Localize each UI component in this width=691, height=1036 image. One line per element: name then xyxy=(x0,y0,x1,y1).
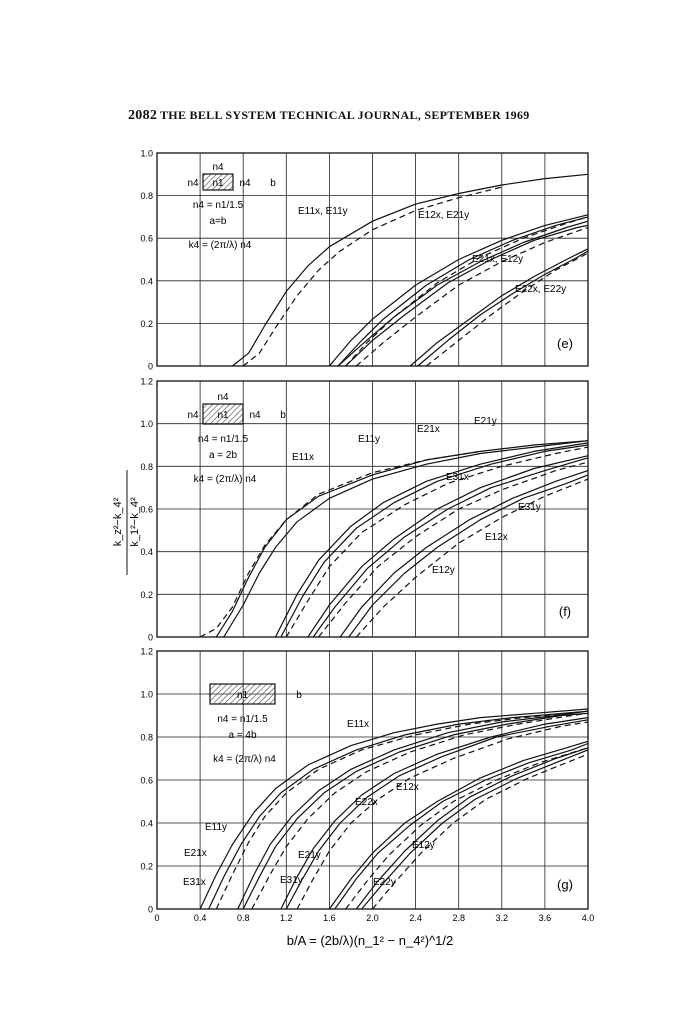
series-line-e11x xyxy=(209,711,588,909)
mode-annotation: E22x, E22y xyxy=(515,284,567,295)
inset-core-index: n1 xyxy=(212,178,224,189)
mode-annotation: E21x, E12y xyxy=(472,254,524,265)
running-title: THE BELL SYSTEM TECHNICAL JOURNAL, SEPTEMBER 1969 xyxy=(160,108,530,122)
inset-height-label: b xyxy=(270,178,276,189)
y-tick-label: 1.2 xyxy=(140,646,153,657)
y-tick-label: 0.2 xyxy=(140,318,153,329)
waveguide-inset xyxy=(210,684,302,765)
y-tick-label: 1.0 xyxy=(140,689,153,700)
x-tick-label: 2.8 xyxy=(452,913,465,923)
inset-height-label: b xyxy=(280,410,286,421)
y-tick-label: 0.2 xyxy=(140,861,153,872)
y-tick-label: 0.6 xyxy=(140,504,153,515)
mode-annotation: E12y xyxy=(432,565,455,576)
y-tick-label: 1.2 xyxy=(140,376,153,387)
mode-annotation: E12x xyxy=(485,532,508,543)
y-tick-label: 0.6 xyxy=(140,775,153,786)
inset-wavenumber-equation: k4 = (2π/λ) n4 xyxy=(193,474,257,485)
mode-annotation: E31x xyxy=(446,472,469,483)
mode-annotation: E11y xyxy=(205,822,228,833)
y-axis-label xyxy=(112,470,141,575)
waveguide-inset xyxy=(187,162,276,251)
inset-top-index: n4 xyxy=(217,392,229,403)
chart-panel-3 xyxy=(140,647,594,924)
mode-annotation: E31y xyxy=(280,875,303,886)
inset-left-index: n4 xyxy=(187,410,199,421)
mode-annotation: E21y xyxy=(474,416,497,427)
x-tick-label: 0 xyxy=(154,913,160,923)
mode-annotation: E12y xyxy=(412,840,435,851)
y-tick-label: 0.2 xyxy=(140,589,153,600)
mode-annotation: E31y xyxy=(518,502,541,513)
panel-label: (e) xyxy=(557,336,573,351)
y-tick-label: 0 xyxy=(147,361,153,372)
y-tick-label: 1.0 xyxy=(140,419,153,430)
inset-index-equation: n4 = n1/1.5 xyxy=(217,714,268,725)
inset-wavenumber-equation: k4 = (2π/λ) n4 xyxy=(188,240,252,251)
inset-right-index: n4 xyxy=(239,178,251,189)
series-line-e31x xyxy=(281,718,588,909)
inset-core-index: n1 xyxy=(217,410,229,421)
x-tick-label: 2.4 xyxy=(409,913,422,923)
series-line-e11x xyxy=(224,441,588,637)
inset-aspect-equation: a = 2b xyxy=(208,450,238,461)
mode-annotation: E12x xyxy=(396,782,419,793)
inset-height-label: b xyxy=(296,690,302,701)
chart-panel-2 xyxy=(140,377,588,643)
x-tick-label: 1.6 xyxy=(323,913,336,923)
y-tick-label: 0.4 xyxy=(140,276,153,287)
mode-annotation: E22y xyxy=(373,877,396,888)
y-tick-label: 0.8 xyxy=(140,191,153,202)
y-tick-label: 0.8 xyxy=(140,732,153,743)
mode-annotation: E11y xyxy=(358,434,381,445)
mode-annotation: E11x xyxy=(292,452,315,463)
x-tick-label: 4.0 xyxy=(581,913,595,923)
inset-core-index: n1 xyxy=(236,690,249,701)
inset-aspect-equation: a = 4b xyxy=(228,730,257,741)
mode-annotation: E21y xyxy=(298,850,321,861)
panel-label: (f) xyxy=(558,604,572,619)
chart-panel-1 xyxy=(140,149,588,372)
mode-annotation: E31x xyxy=(183,877,206,888)
waveguide-inset xyxy=(187,392,286,485)
x-axis-label: b/A = (2b/λ)(n_1² − n_4²)^1/2 xyxy=(286,933,454,948)
x-tick-label: 3.2 xyxy=(495,913,509,923)
y-tick-label: 0.6 xyxy=(140,233,153,244)
inset-right-index: n4 xyxy=(249,410,261,421)
mode-annotation: E11x, E11y xyxy=(298,206,348,217)
series-line-e12y xyxy=(346,225,588,366)
y-label-denominator: k_1²−k_4² xyxy=(129,497,141,547)
series-line-e11 xyxy=(232,174,588,366)
y-tick-label: 1.0 xyxy=(140,148,153,159)
x-tick-label: 1.2 xyxy=(280,913,293,923)
series-line-e21-approx xyxy=(356,228,588,367)
y-tick-label: 0 xyxy=(147,632,153,643)
panel-label: (g) xyxy=(557,877,573,892)
y-tick-label: 0 xyxy=(147,904,153,915)
inset-index-equation: n4 = n1/1.5 xyxy=(197,434,249,445)
series-line-e31y xyxy=(286,720,588,909)
inset-top-index: n4 xyxy=(212,162,224,173)
inset-left-index: n4 xyxy=(187,178,199,189)
y-tick-label: 0.8 xyxy=(140,461,153,472)
series-line-e12-approx xyxy=(356,479,588,637)
mode-annotation: E12x, E21y xyxy=(418,210,470,221)
y-label-numerator: k_z²−k_4² xyxy=(112,497,124,547)
x-tick-label: 2.0 xyxy=(366,913,379,923)
mode-annotation: E11x xyxy=(347,719,370,730)
inset-aspect-equation: a=b xyxy=(209,216,227,227)
x-tick-label: 3.6 xyxy=(538,913,552,923)
page-number: 2082 xyxy=(128,108,158,123)
inset-wavenumber-equation: k4 = (2π/λ) n4 xyxy=(213,754,276,765)
x-tick-label: 0.4 xyxy=(193,913,207,923)
mode-annotation: E22x xyxy=(355,797,378,808)
x-tick-label: 0.8 xyxy=(236,913,250,923)
y-tick-label: 0.4 xyxy=(140,547,153,558)
y-tick-label: 0.4 xyxy=(140,818,153,829)
series-line-e11-approx xyxy=(216,711,588,909)
mode-annotation: E21x xyxy=(184,848,207,859)
mode-annotation: E21x xyxy=(417,424,440,435)
inset-index-equation: n4 = n1/1.5 xyxy=(192,200,244,211)
